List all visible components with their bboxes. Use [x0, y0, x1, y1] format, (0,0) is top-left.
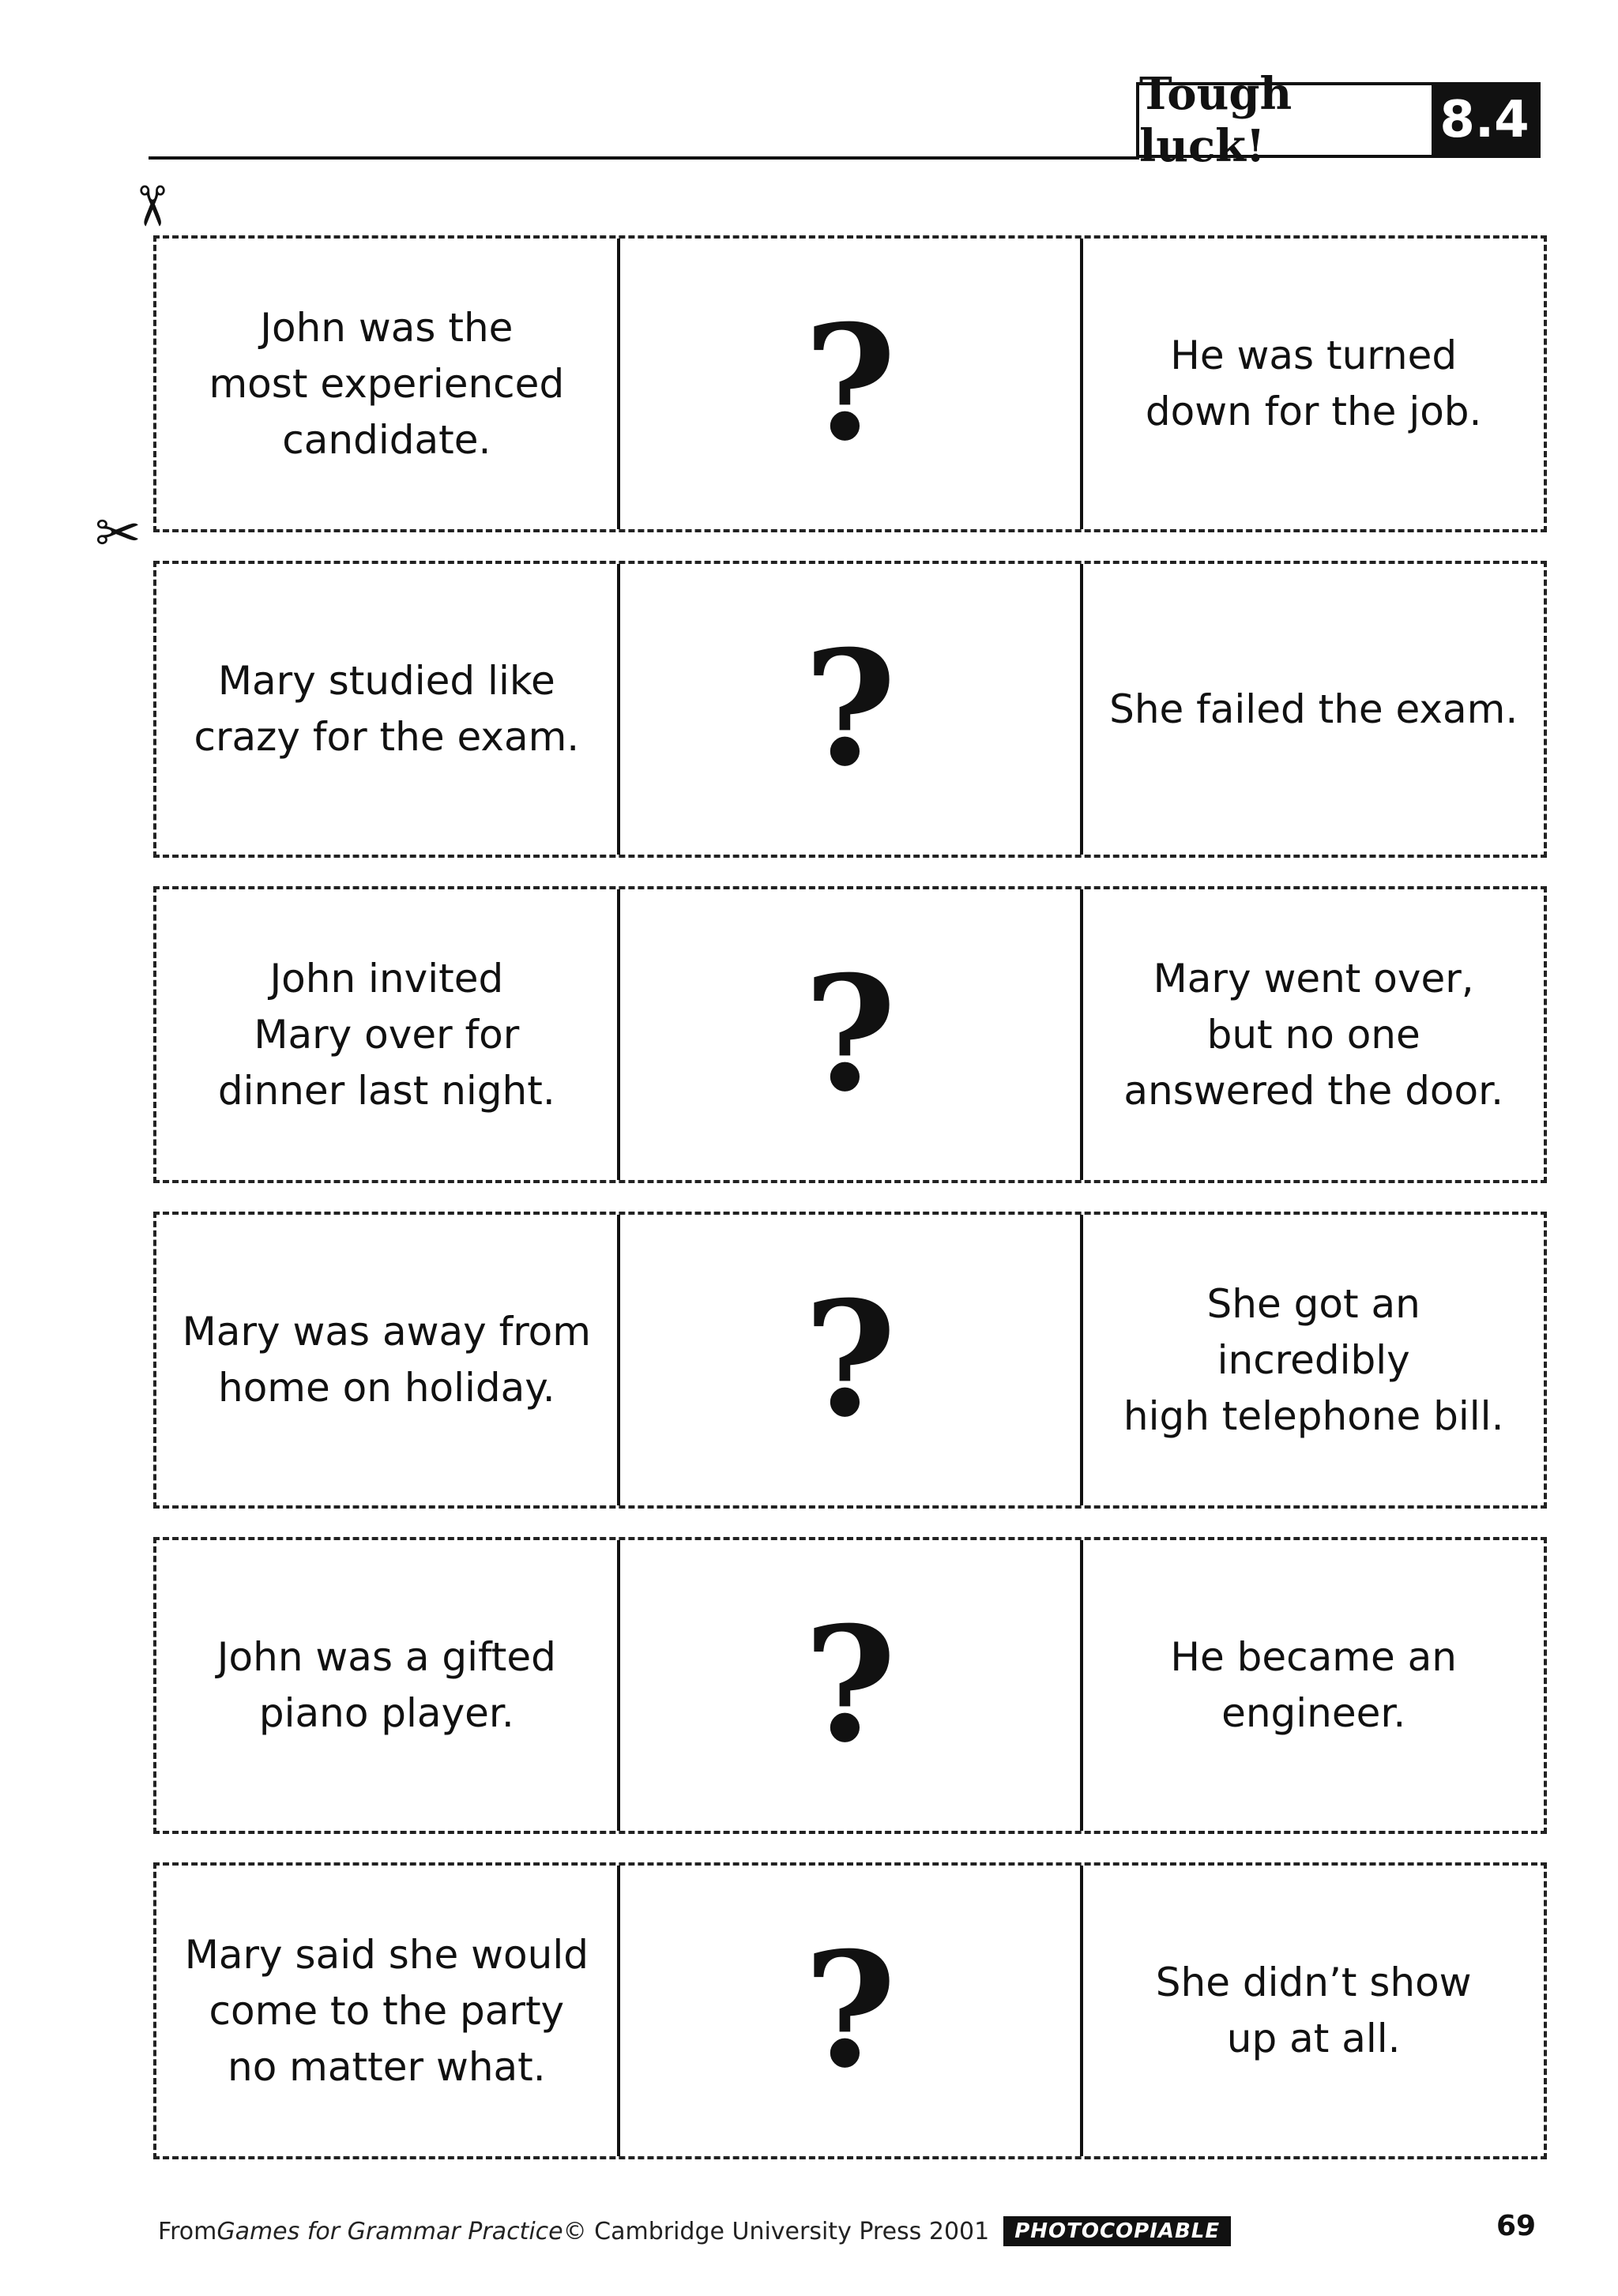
card-row	[153, 1537, 1547, 1834]
card-right-text: She got an incredibly high telephone bill.	[1123, 1280, 1504, 1439]
card-left	[156, 1866, 617, 2156]
card-right	[1083, 1866, 1544, 2156]
worksheet-title-box	[1136, 68, 1541, 172]
question-mark: ?	[803, 616, 897, 802]
card-left-text: John invited Mary over for dinner last night.	[217, 955, 555, 1114]
question-mark: ?	[803, 1592, 897, 1778]
card-left-text: John was a gifted piano player.	[216, 1634, 556, 1736]
card-right-text: He was turned down for the job.	[1145, 333, 1482, 434]
footer-book-title: Games for Grammar Practice	[216, 2217, 563, 2245]
card-middle	[617, 564, 1084, 855]
card-middle	[617, 1866, 1084, 2156]
card-left	[156, 1540, 617, 1831]
card-row	[153, 561, 1547, 858]
card-left-text: Mary studied like crazy for the exam.	[194, 658, 580, 760]
card-left	[156, 239, 617, 529]
card-left	[156, 889, 617, 1180]
worksheet-title: Tough luck!	[1139, 68, 1293, 172]
worksheet-number: 8.4	[1432, 85, 1537, 155]
card-right-text: She failed the exam.	[1109, 686, 1518, 732]
card-middle	[617, 1215, 1084, 1505]
card-right	[1083, 1540, 1544, 1831]
question-mark: ?	[803, 291, 897, 476]
card-right	[1083, 239, 1544, 529]
card-left-text: Mary said she would come to the party no matter what.	[184, 1931, 589, 2090]
card-right	[1083, 1215, 1544, 1505]
scissors-icon: ✂	[95, 501, 141, 566]
card-left-text: John was the most experienced candidate.	[209, 304, 565, 463]
photocopiable-badge: PHOTOCOPIABLE	[1003, 2216, 1231, 2246]
card-right	[1083, 564, 1544, 855]
card-left	[156, 564, 617, 855]
footer-prefix: From	[158, 2217, 217, 2245]
card-middle	[617, 889, 1084, 1180]
card-middle	[617, 1540, 1084, 1831]
question-mark: ?	[803, 1918, 897, 2103]
card-left-text: Mary was away from home on holiday.	[182, 1309, 591, 1411]
card-row	[153, 886, 1547, 1183]
footer-copyright: © Cambridge University Press 2001	[563, 2217, 990, 2245]
question-mark: ?	[803, 1267, 897, 1452]
page-number: 69	[1496, 2210, 1537, 2242]
card-right-text: She didn’t show up at all.	[1155, 1960, 1472, 2061]
footer-credit	[158, 2216, 1231, 2246]
card-right-text: Mary went over, but no one answered the door.	[1123, 955, 1503, 1114]
card-row	[153, 235, 1547, 532]
card-left	[156, 1215, 617, 1505]
header-rule	[149, 156, 1139, 160]
card-grid	[153, 235, 1547, 2188]
question-mark: ?	[803, 941, 897, 1127]
card-middle	[617, 239, 1084, 529]
card-row	[153, 1862, 1547, 2159]
scissors-icon: ✂	[119, 182, 184, 230]
card-row	[153, 1212, 1547, 1509]
card-right-text: He became an engineer.	[1170, 1634, 1457, 1736]
card-right	[1083, 889, 1544, 1180]
